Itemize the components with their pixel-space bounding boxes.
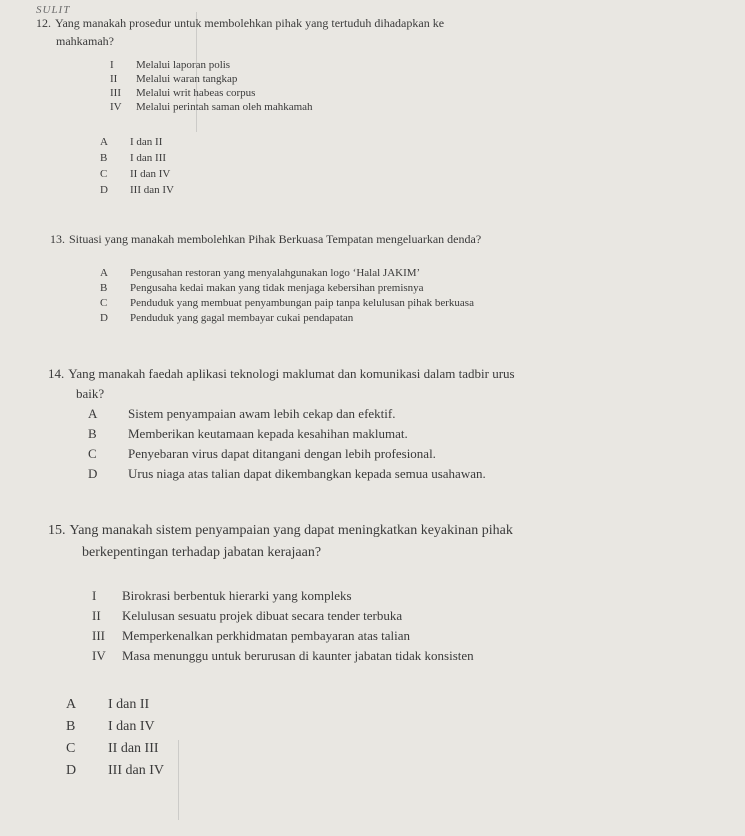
option-label: D: [100, 184, 108, 196]
option-label: C: [88, 446, 97, 461]
question-number: 14.: [48, 366, 65, 381]
option-label: A: [100, 267, 108, 279]
option-text: Urus niaga atas talian dapat dikembangkan kepada semua usahawan.: [128, 466, 486, 481]
stem-line: [48, 364, 745, 384]
option-d[interactable]: [100, 182, 745, 198]
answer-options: [0, 266, 745, 326]
option-text: III dan IV: [130, 184, 174, 196]
question-stem: [48, 520, 745, 564]
option-text: III dan IV: [108, 763, 164, 778]
item-text: Masa menunggu untuk berurusan di kaunter jabatan tidak konsisten: [122, 648, 474, 663]
page-crease: [178, 740, 179, 820]
option-c[interactable]: [88, 444, 745, 464]
option-text: I dan IV: [108, 719, 155, 734]
option-b[interactable]: [88, 424, 745, 444]
option-label: B: [100, 282, 108, 294]
option-a[interactable]: [88, 404, 745, 424]
question-stem: [50, 230, 745, 248]
item-label: III: [92, 628, 105, 643]
list-item: [92, 586, 745, 606]
question-number: 15.: [48, 523, 66, 538]
item-text: Melalui laporan polis: [136, 59, 231, 71]
option-text: Memberikan keutamaan kepada kesahihan maklumat.: [128, 426, 408, 441]
item-text: Melalui waran tangkap: [136, 73, 238, 85]
option-b[interactable]: [100, 150, 745, 166]
option-a[interactable]: [100, 266, 745, 281]
option-text: Sistem penyampaian awam lebih cekap dan efektif.: [128, 406, 396, 421]
item-text: Melalui perintah saman oleh mahkamah: [136, 101, 313, 113]
option-label: A: [88, 406, 98, 421]
question-number: 12.: [36, 16, 51, 30]
item-label: IV: [92, 648, 106, 663]
option-label: B: [100, 152, 108, 164]
item-text: Melalui writ habeas corpus: [136, 87, 256, 99]
option-text: Penyebaran virus dapat ditangani dengan lebih profesional.: [128, 446, 436, 461]
option-text: Penduduk yang membuat penyambungan paip tanpa kelulusan pihak berkuasa: [130, 297, 474, 309]
option-a[interactable]: [66, 694, 745, 716]
option-b[interactable]: [100, 281, 745, 296]
option-c[interactable]: [100, 166, 745, 182]
item-text: Memperkenalkan perkhidmatan pembayaran atas talian: [122, 628, 411, 643]
list-item: [110, 72, 745, 86]
stem-line: mahkamah?: [56, 34, 114, 48]
option-c[interactable]: [66, 738, 745, 760]
option-label: C: [66, 741, 76, 756]
roman-item-list: [0, 586, 745, 666]
question-13: [0, 230, 745, 326]
option-label: A: [66, 697, 77, 712]
option-c[interactable]: [100, 296, 745, 311]
option-label: B: [66, 719, 76, 734]
list-item: [92, 626, 745, 646]
option-text: Pengusahan restoran yang menyalahgunakan logo ‘Halal JAKIM’: [130, 267, 421, 279]
question-15: [0, 520, 745, 782]
stem-text: Yang manakah prosedur untuk membolehkan pihak yang tertuduh dihadapkan ke: [55, 16, 445, 30]
stem-line: baik?: [76, 386, 105, 401]
option-text: I dan III: [130, 152, 167, 164]
list-item: [110, 86, 745, 100]
stem-text: Yang manakah faedah aplikasi teknologi maklumat dan komunikasi dalam tadbir urus: [68, 366, 515, 381]
item-label: II: [110, 73, 118, 85]
option-text: Penduduk yang gagal membayar cukai pendapatan: [130, 312, 354, 324]
list-item: [110, 100, 745, 114]
stem-line: berkepentingan terhadap jabatan kerajaan?: [82, 545, 322, 560]
option-text: Pengusaha kedai makan yang tidak menjaga kebersihan premisnya: [130, 282, 424, 294]
list-item: [92, 606, 745, 626]
answer-options: [0, 404, 745, 484]
item-label: III: [110, 87, 121, 99]
option-label: D: [66, 763, 77, 778]
stem-text: Yang manakah sistem penyampaian yang dapat meningkatkan keyakinan pihak: [69, 523, 513, 538]
list-item: [92, 646, 745, 666]
item-label: IV: [110, 101, 122, 113]
answer-options: [0, 694, 745, 782]
option-d[interactable]: [100, 311, 745, 326]
list-item: [110, 58, 745, 72]
option-label: D: [100, 312, 108, 324]
question-12: [0, 14, 745, 198]
option-a[interactable]: [100, 134, 745, 150]
roman-item-list: [0, 58, 745, 114]
option-text: II dan III: [108, 741, 159, 756]
option-b[interactable]: [66, 716, 745, 738]
question-14: [0, 364, 745, 484]
option-label: B: [88, 426, 97, 441]
item-text: Kelulusan sesuatu projek dibuat secara tender terbuka: [122, 608, 403, 623]
stem-line: [36, 14, 745, 32]
question-stem: [36, 14, 745, 50]
item-text: Birokrasi berbentuk hierarki yang kompleks: [122, 588, 352, 603]
stem-line: [48, 520, 745, 542]
item-label: I: [92, 588, 97, 603]
option-text: II dan IV: [130, 168, 171, 180]
question-stem: [48, 364, 745, 404]
option-label: A: [100, 136, 108, 148]
page-header: SULIT: [36, 4, 71, 16]
answer-options: [0, 134, 745, 198]
option-label: C: [100, 297, 108, 309]
item-label: I: [110, 59, 114, 71]
stem-line: [50, 230, 745, 248]
stem-text: Situasi yang manakah membolehkan Pihak Berkuasa Tempatan mengeluarkan denda?: [69, 232, 482, 246]
option-d[interactable]: [66, 760, 745, 782]
option-text: I dan II: [108, 697, 150, 712]
option-d[interactable]: [88, 464, 745, 484]
page-crease: [196, 12, 197, 132]
option-text: I dan II: [130, 136, 163, 148]
option-label: D: [88, 466, 98, 481]
question-number: 13.: [50, 232, 65, 246]
item-label: II: [92, 608, 101, 623]
option-label: C: [100, 168, 108, 180]
